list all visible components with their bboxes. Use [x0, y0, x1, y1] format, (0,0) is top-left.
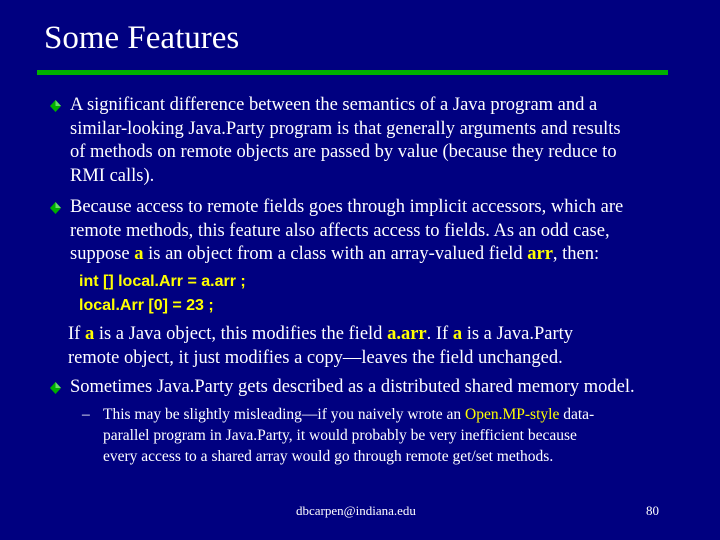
text-run: is a Java.Party — [462, 324, 574, 344]
bullet-2-line: remote methods, this feature also affects access to fields. As an odd case, — [70, 220, 610, 241]
code-term: a — [134, 244, 144, 265]
continuation-line: remote object, it just modifies a copy—leaves the field unchanged. — [68, 347, 563, 368]
text-run: suppose — [70, 244, 135, 265]
page-number: 80 — [646, 503, 659, 518]
text-run: , then: — [552, 244, 600, 265]
highlight-term: Open.MP-style — [465, 406, 560, 423]
bullet-1 — [70, 94, 690, 188]
text-run: . If — [426, 324, 453, 344]
sub-bullet-line: parallel program in Java.Party, it would probably be very inefficient because — [103, 427, 577, 444]
bullet-2-continuation — [68, 323, 688, 370]
slide-title: Some Features — [44, 20, 240, 56]
text-run: If — [68, 324, 85, 344]
bullet-3 — [70, 376, 690, 400]
sub-bullet-line — [103, 404, 683, 425]
bullet-1-line: similar-looking Java.Party program is that generally arguments and results — [70, 118, 621, 139]
footer-email: dbcarpen@indiana.edu — [296, 503, 416, 518]
text-run: This may be slightly misleading—if you naively wrote an — [103, 406, 466, 423]
text-run: is a Java object, this modifies the field — [94, 324, 388, 344]
code-term: a — [84, 324, 95, 344]
bullet-1-line: RMI calls). — [70, 165, 155, 186]
code-term: a — [452, 324, 463, 344]
bullet-icon — [50, 202, 61, 214]
title-divider — [37, 70, 668, 75]
text-run: data- — [559, 406, 595, 423]
sub-bullet — [103, 404, 683, 467]
bullet-1-line: of methods on remote objects are passed by value (because they reduce to — [70, 142, 617, 163]
code-line-2: local.Arr [0] = 23 ; — [79, 297, 214, 314]
bullet-icon — [50, 100, 61, 112]
code-line-1: int [] local.Arr = a.arr ; — [79, 273, 246, 290]
bullet-2-line — [70, 243, 690, 267]
bullet-3-line: Sometimes Java.Party gets described as a distributed shared memory model. — [70, 377, 635, 397]
bullet-2 — [70, 196, 690, 267]
continuation-line — [68, 323, 688, 347]
code-term: arr — [527, 244, 553, 265]
sub-bullet-line: every access to a shared array would go through remote get/set methods. — [103, 448, 554, 465]
bullet-icon — [50, 382, 61, 394]
bullet-2-line: Because access to remote fields goes through implicit accessors, which are — [70, 197, 624, 217]
text-run: is an object from a class with an array-valued field — [143, 244, 528, 265]
bullet-1-line: A significant difference between the semantics of a Java program and a — [70, 95, 598, 115]
code-term: a.arr — [387, 324, 427, 344]
sub-bullet-dash: – — [82, 406, 90, 423]
